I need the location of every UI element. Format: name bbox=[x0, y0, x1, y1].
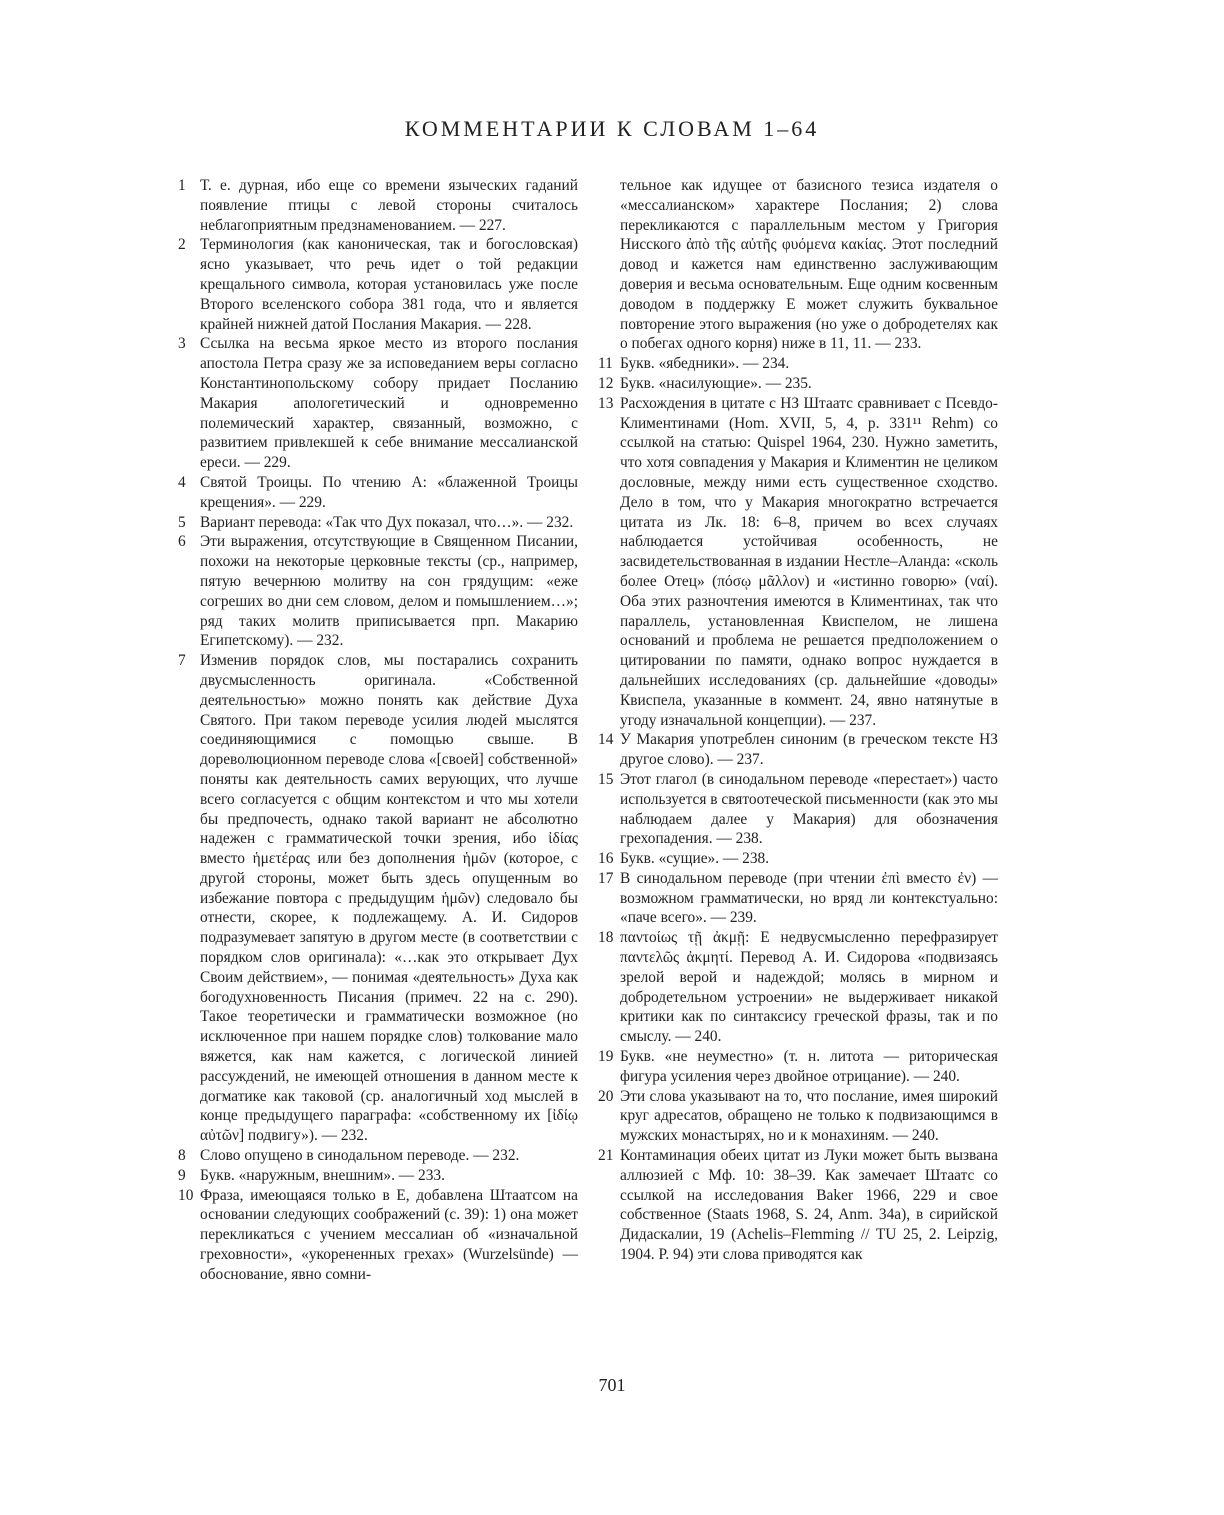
footnote-number: 20 bbox=[598, 1087, 614, 1105]
footnote-text: Фраза, имеющаяся только в Е, добавлена Штаатсом на основании следующих соображений (с. 39): 1) она может перекликаться с учением мессалиан об «изначальной греховности», «укорененных грехах» (Wurzelsünde) — обоснование, явно сомни- bbox=[200, 1186, 578, 1283]
footnote-text: Этот глагол (в синодальном переводе «перестает») часто используется в святоотеческой письменности (как это мы наблюдаем далее у Макария) для обозначения грехопадения. — 238. bbox=[620, 770, 998, 848]
footnote-17 bbox=[598, 869, 998, 928]
footnote-5 bbox=[178, 513, 578, 533]
footnote-18 bbox=[598, 928, 998, 1047]
footnote-number: 10 bbox=[178, 1186, 194, 1204]
footnote-number: 5 bbox=[178, 513, 186, 531]
footnote-number: 12 bbox=[598, 374, 614, 392]
left-column bbox=[178, 176, 578, 1285]
footnote-19 bbox=[598, 1047, 998, 1087]
page-title: КОММЕНТАРИИ К СЛОВАМ 1–64 bbox=[404, 116, 820, 141]
note-10-continuation: тельное как идущее от базисного тезиса издателя о «мессалианском» характере Послания; 2) слова перекликаются с параллельным местом у Григория Нисского ἀπὸ τῆς αὐτῆς φυόμενα κακίας. Этот последний довод и кажется нам единственно заслуживающим доверия и весьма основательным. Еще одним косвенным доводом в поддержку Е может служить буквальное повторение этого выражения (но уже о добродетелях как о побегах одного корня) ниже в 11, 11. — 233. bbox=[620, 177, 998, 353]
footnote-11 bbox=[598, 354, 998, 374]
footnote-text: Вариант перевода: «Так что Дух показал, что…». — 232. bbox=[200, 513, 574, 531]
footnote-15 bbox=[598, 770, 998, 849]
footnote-number: 2 bbox=[178, 236, 186, 254]
footnote-text: Контаминация обеих цитат из Луки может быть вызвана аллюзией с Мф. 10: 38–39. Как замечает Штаатс со ссылкой на исследования Baker 1966, 229 и свое собственное (Staats 1968, S. 24, Anm. 34a), в сирийской Дидаскалии, 19 (Achelis–Flemming // TU 25, 2. Leipzig, 1904. P. 94) эти слова приводятся как bbox=[620, 1147, 998, 1264]
footnote-text: Букв. «ябедники». — 234. bbox=[620, 355, 790, 373]
footnote-12 bbox=[598, 374, 998, 394]
footnote-text: Эти слова указывают на то, что послание, имея широкий круг адресатов, обращено не только к подвизающимся в мужских монастырях, но и к монахиням. — 240. bbox=[620, 1087, 998, 1145]
footnote-number: 6 bbox=[178, 533, 186, 551]
footnote-number: 3 bbox=[178, 335, 186, 353]
footnote-8 bbox=[178, 1146, 578, 1166]
footnote-4 bbox=[178, 473, 578, 513]
footnote-7 bbox=[178, 651, 578, 1146]
footnote-9 bbox=[178, 1166, 578, 1186]
footnote-text: У Макария употреблен синоним (в греческом тексте НЗ другое слово). — 237. bbox=[620, 731, 998, 769]
footnote-number: 8 bbox=[178, 1147, 186, 1165]
footnote-text: Изменив порядок слов, мы постарались сохранить двусмысленность оригинала. «Собственной деятельностью» можно понять как действие Духа Святого. При таком переводе усилия людей мыслятся соединяющимися с помощью свыше. В дореволюционном переводе слова «[своей] собственной» поняты как деятельность самих верующих, что лучше всего согласуется с общим контекстом и что мы хотели бы предпочесть, однако такой вариант не абсолютно надежен с грамматической точки зрения, ибо ἰδίας вместо ἡμετέρας или без дополнения ἡμῶν (которое, с другой стороны, может быть здесь опущенным во избежание повтора с предыдущим ἡμῶν) следовало бы отнести, скорее, к подлежащему. А. И. Сидоров подразумевает запятую в другом месте (в соответствии с порядком слов оригинала): «…как это открывает Дух Своим действием», — понимая «деятельность» Духа как богодухновенность Писания (примеч. 22 на с. 290). Такое теоретически и грамматически возможное (но исключенное при нашем порядке слов) толкование мало вяжется, как нам кажется, с логической линией рассуждений, не имеющей отношения в данном месте к догматике как таковой (ср. аналогичный ход мыслей в конце предыдущего параграфа: «собственному их [ἰδίῳ αὐτῶν] подвигу»). — 232. bbox=[200, 652, 578, 1145]
footnote-text: Букв. «наружным, внешним». — 233. bbox=[200, 1166, 445, 1184]
footnote-2 bbox=[178, 235, 578, 334]
footnote-number: 11 bbox=[598, 355, 613, 373]
footnote-number: 17 bbox=[598, 869, 614, 887]
footnote-21 bbox=[598, 1146, 998, 1265]
footnote-text: Т. е. дурная, ибо еще со времени языческих гаданий появление птицы с левой стороны считалось неблагоприятным предзнаменованием. — 227. bbox=[200, 177, 578, 234]
footnote-text: Ссылка на весьма яркое место из второго послания апостола Петра сразу же за исповеданием веры согласно Константинопольскому собору придает Посланию Макария апологетический и одновременно полемический характер, связанный, возможно, с развитием привлекшей к себе внимание мессалианской ереси. — 229. bbox=[200, 335, 578, 472]
right-column bbox=[598, 176, 998, 1265]
footnote-number: 7 bbox=[178, 652, 186, 670]
footnote-16 bbox=[598, 849, 998, 869]
footnote-number: 13 bbox=[598, 394, 614, 412]
footnote-text: Терминология (как каноническая, так и богословская) ясно указывает, что речь идет о той редакции крещального символа, которая установилась уже после Второго вселенского собора 381 года, что и является крайней нижней датой Послания Макария. — 228. bbox=[200, 236, 578, 333]
footnote-text: Святой Троицы. По чтению А: «блаженной Троицы крещения». — 229. bbox=[200, 473, 578, 511]
footnote-number: 1 bbox=[178, 177, 186, 194]
footnote-text: Букв. «сущие». — 238. bbox=[620, 850, 770, 868]
footnote-3 bbox=[178, 334, 578, 473]
footnote-text: В синодальном переводе (при чтении ἐπὶ вместо ἐν) — возможном грамматически, но вряд ли контекстуально: «паче всего». — 239. bbox=[620, 869, 998, 927]
footnote-number: 14 bbox=[598, 731, 614, 749]
footnote-20 bbox=[598, 1087, 998, 1146]
footnote-number: 19 bbox=[598, 1048, 614, 1066]
footnote-number: 16 bbox=[598, 850, 614, 868]
footnote-number: 15 bbox=[598, 770, 614, 788]
footnote-6 bbox=[178, 532, 578, 651]
footnote-1 bbox=[178, 176, 578, 235]
footnote-number: 9 bbox=[178, 1166, 186, 1184]
footnote-number: 4 bbox=[178, 473, 186, 491]
footnote-14 bbox=[598, 730, 998, 770]
footnote-13 bbox=[598, 394, 998, 731]
page-number: 701 bbox=[598, 1375, 626, 1395]
footnote-number: 21 bbox=[598, 1147, 614, 1165]
footnote-text: παντοίως τῇ ἀκμῇ: Е недвусмысленно перефразирует παντελῶς ἀκμητί. Перевод А. И. Сидорова «подвизаясь зрелой верой и надеждой; молясь в мирном и добродетельном устроении» не выдерживает никакой критики как по синтаксису греческой фразы, так и по смыслу. — 240. bbox=[620, 929, 998, 1046]
footnote-text: Эти выражения, отсутствующие в Священном Писании, похожи на некоторые церковные тексты (ср., например, пятую вечернюю молитву на сон грядущим: «еже согреших во дни сем словом, делом и помышлением…»; ряд таких молитв приписывается прп. Макарию Египетскому). — 232. bbox=[200, 533, 578, 650]
footnote-number: 18 bbox=[598, 929, 614, 947]
footnote-text: Букв. «не неуместно» (т. н. литота — риторическая фигура усиления через двойное отрицание). — 240. bbox=[620, 1048, 998, 1085]
footnote-10 bbox=[178, 1186, 578, 1285]
footnote-text: Расхождения в цитате с НЗ Штаатс сравнивает с Псевдо-Климентинами (Hom. XVII, 5, 4, p. 331¹¹ Rehm) со ссылкой на статью: Quispel 1964, 230. Нужно заметить, что хотя совпадения у Макария и Климентин не целиком дословные, между ними есть существенное сходство. Дело в том, что у Макария многократно встречается цитата из Лк. 18: 6–8, причем во всех случаях наблюдается устойчивая особенность, не засвидетельствованная в издании Нестле–Аланда: «сколь более Отец» (πόσῳ μᾶλλον) и «истинно говорю» (ναί). Оба этих разночтения имеются в Климентинах, так что параллель, установленная Квиспелом, не лишена оснований и проблема не решается предположением о цитировании по памяти, однако вопрос нуждается в дальнейших исследованиях (ср. дальнейшие «доводы» Квиспела, указанные в коммент. 24, явно натянутые в угоду изначальной концепции). — 237. bbox=[620, 394, 998, 729]
footnote-text: Слово опущено в синодальном переводе. — 232. bbox=[200, 1147, 520, 1165]
footnote-text: Букв. «насилующие». — 235. bbox=[620, 374, 812, 392]
